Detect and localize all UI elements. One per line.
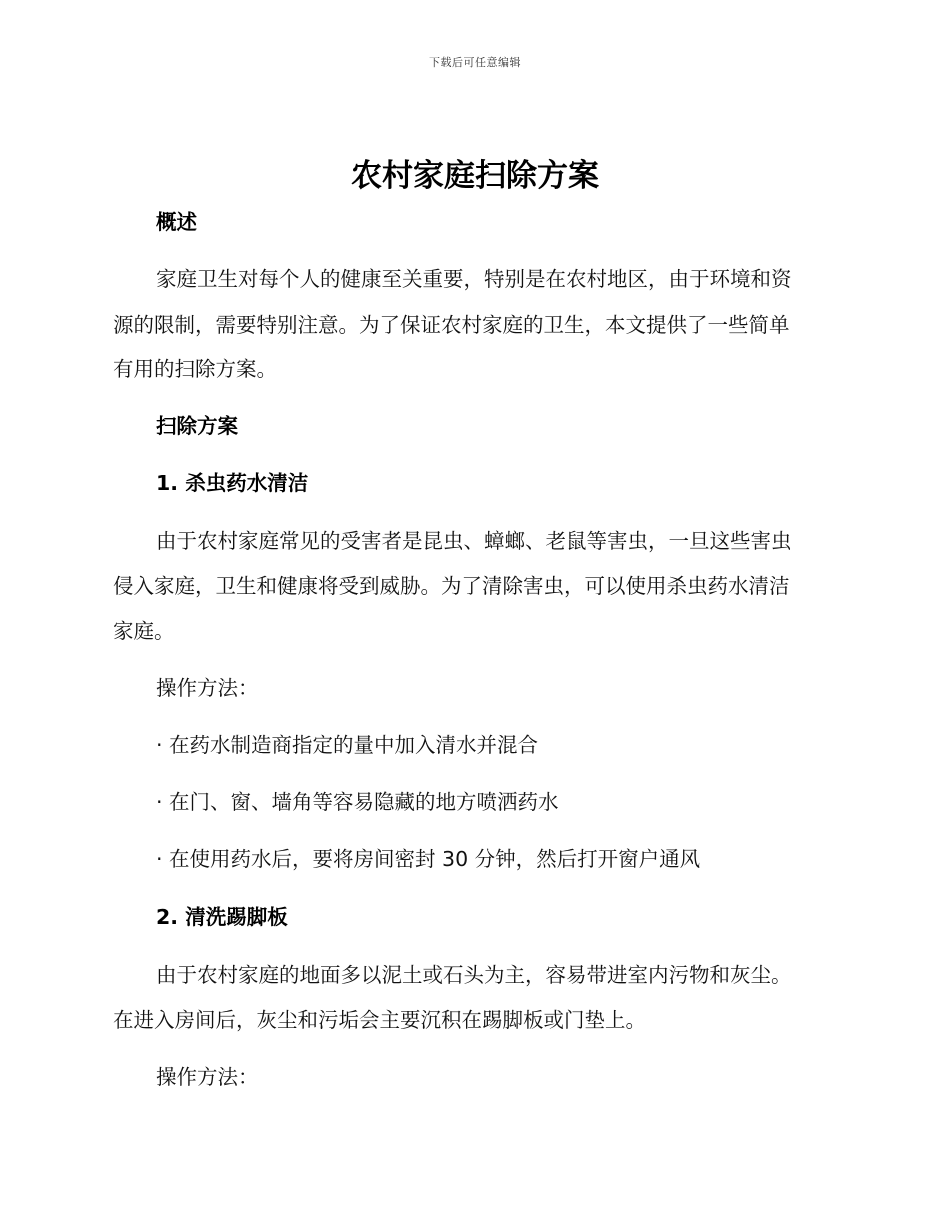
section1-step: · 在药水制造商指定的量中加入清水并混合	[156, 733, 539, 757]
plan-heading: 扫除方案	[156, 414, 238, 438]
section1-step: · 在门、窗、墙角等容易隐藏的地方喷洒药水	[156, 790, 559, 814]
section2-method-label: 操作方法：	[156, 1065, 259, 1089]
section1-heading: 1. 杀虫药水清洁	[156, 471, 309, 495]
overview-paragraph-line: 源的限制，需要特别注意。为了保证农村家庭的卫生，本文提供了一些简单	[113, 313, 790, 337]
section1-method-label: 操作方法：	[156, 676, 259, 700]
overview-heading: 概述	[156, 210, 197, 234]
section2-paragraph-line: 由于农村家庭的地面多以泥土或石头为主，容易带进室内污物和灰尘。	[156, 963, 792, 987]
overview-paragraph-line: 有用的扫除方案。	[113, 357, 277, 381]
document-title: 农村家庭扫除方案	[351, 158, 599, 194]
section2-heading: 2. 清洗踢脚板	[156, 905, 288, 929]
section1-paragraph-line: 由于农村家庭常见的受害者是昆虫、蟑螂、老鼠等害虫，一旦这些害虫	[156, 529, 792, 553]
section2-paragraph-line: 在进入房间后，灰尘和污垢会主要沉积在踢脚板或门垫上。	[113, 1008, 646, 1032]
page-header-note: 下载后可任意编辑	[429, 56, 521, 69]
section1-paragraph-line: 侵入家庭，卫生和健康将受到威胁。为了清除害虫，可以使用杀虫药水清洁	[113, 574, 790, 598]
overview-paragraph-line: 家庭卫生对每个人的健康至关重要，特别是在农村地区，由于环境和资	[156, 267, 792, 291]
section1-paragraph-line: 家庭。	[113, 619, 175, 643]
section1-step: · 在使用药水后，要将房间密封 30 分钟，然后打开窗户通风	[156, 847, 701, 871]
